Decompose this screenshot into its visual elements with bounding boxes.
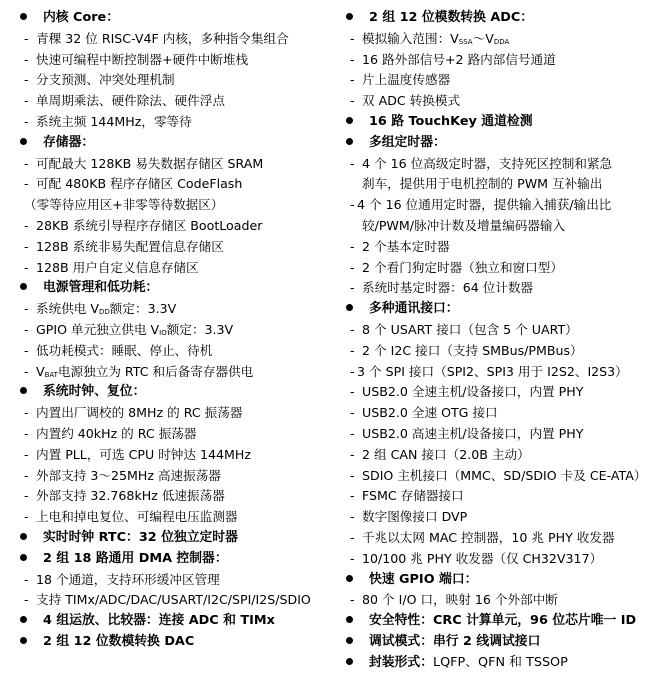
- heading-text: 电源管理和低功耗：: [43, 280, 159, 296]
- dash-marker: -: [24, 488, 29, 504]
- dash-marker: -: [350, 467, 355, 483]
- feature-item: [344, 70, 666, 91]
- feature-continuation: [344, 216, 666, 237]
- feature-heading: [18, 611, 340, 632]
- dash-marker: -: [24, 259, 29, 275]
- feature-text: 2 个 I2C 接口（支持 SMBus/PMBus）: [362, 342, 583, 358]
- feature-item: [344, 91, 666, 112]
- dash-marker: -: [24, 155, 29, 171]
- feature-item: [18, 216, 340, 237]
- feature-heading: [18, 382, 340, 403]
- feature-text: 18 个通道，支持环形缓冲区管理: [36, 571, 220, 587]
- feature-text: 2 组 CAN 接口（2.0B 主动）: [362, 446, 530, 462]
- feature-heading: [344, 653, 666, 674]
- feature-text: 内置约 40kHz 的 RC 振荡器: [36, 425, 197, 441]
- feature-item: [18, 258, 340, 279]
- feature-heading: [18, 133, 340, 154]
- feature-heading: [18, 278, 340, 299]
- feature-item: [344, 528, 666, 549]
- feature-item: [344, 590, 666, 611]
- heading-value: LQFP、QFN 和 TSSOP: [432, 654, 568, 670]
- heading-text: 封装形式：: [369, 654, 433, 670]
- feature-item: [344, 445, 666, 466]
- feature-item: [18, 486, 340, 507]
- feature-list-right: [344, 8, 666, 674]
- feature-text: 80 个 I/O 口，映射 16 个外部中断: [362, 592, 558, 608]
- feature-text: 青稞 32 位 RISC-V4F 内核，多种指令集组合: [36, 30, 289, 46]
- feature-text: 系统供电 V: [36, 301, 99, 317]
- feature-text: 可配 480KB 程序存储区 CodeFlash: [36, 176, 243, 192]
- dash-marker: -: [24, 446, 29, 462]
- dash-marker: -: [24, 321, 29, 337]
- feature-text: 128B 系统非易失配置信息存储区: [36, 238, 224, 254]
- dash-marker: -: [350, 384, 355, 400]
- dash-marker: -: [24, 113, 29, 129]
- dash-marker: -: [24, 93, 29, 109]
- feature-item: [344, 382, 666, 403]
- feature-text: 10/100 兆 PHY 收发器（仅 CH32V317）: [362, 550, 603, 566]
- feature-item: [344, 237, 666, 258]
- feature-item: [18, 50, 340, 71]
- dash-marker: -: [350, 259, 355, 275]
- feature-continuation: [18, 195, 340, 216]
- bullet-icon: [20, 637, 27, 644]
- feature-heading: [344, 133, 666, 154]
- feature-list-left: [18, 8, 340, 653]
- feature-heading: [344, 299, 666, 320]
- feature-item: [18, 299, 340, 320]
- bullet-icon: [20, 387, 27, 394]
- dash-marker: -: [24, 571, 29, 587]
- feature-item: [18, 424, 340, 445]
- feature-text: 系统主频 144MHz，零等待: [36, 113, 192, 129]
- feature-text: 3 个 SPI 接口（SPI2、SPI3 用于 I2S2、I2S3）: [357, 363, 628, 379]
- feature-text: USB2.0 高速主机/设备接口，内置 PHY: [362, 425, 584, 441]
- bullet-icon: [346, 13, 353, 20]
- bullet-icon: [20, 533, 27, 540]
- dash-marker: -: [24, 363, 29, 379]
- dash-marker: -: [350, 592, 355, 608]
- heading-text: 2 组 18 路通用 DMA 控制器：: [43, 550, 228, 566]
- bullet-icon: [346, 637, 353, 644]
- heading-text: 存储器：: [43, 134, 95, 150]
- subscript: DD: [99, 308, 110, 317]
- dash-marker: -: [24, 425, 29, 441]
- dash-marker: -: [350, 72, 355, 88]
- feature-item: [344, 29, 666, 50]
- feature-text: GPIO 单元独立供电 V: [36, 321, 160, 337]
- feature-text: 片上温度传感器: [362, 72, 451, 88]
- feature-text: 2 个看门狗定时器（独立和窗口型）: [362, 259, 563, 275]
- feature-heading: [18, 549, 340, 570]
- feature-text: 数字图像接口 DVP: [362, 509, 468, 525]
- feature-text-tail: 额定：3.3V: [109, 301, 177, 317]
- feature-item: [18, 154, 340, 175]
- feature-text: 千兆以太网 MAC 控制器，10 兆 PHY 收发器: [362, 529, 615, 545]
- dash-marker: -: [350, 488, 355, 504]
- dash-marker: -: [350, 51, 355, 67]
- feature-text: V: [36, 363, 45, 379]
- feature-text: 4 个 16 位高级定时器，支持死区控制和紧急: [362, 155, 613, 171]
- bullet-icon: [20, 283, 27, 290]
- feature-text-tail: 额定：3.3V: [166, 321, 234, 337]
- feature-text: 快速可编程中断控制器+硬件中断堆栈: [36, 51, 249, 67]
- dash-marker: -: [350, 446, 355, 462]
- dash-marker: -: [350, 342, 355, 358]
- feature-text: 双 ADC 转换模式: [362, 93, 461, 109]
- feature-text: 较/PWM/脉冲计数及增量编码器输入: [362, 217, 566, 233]
- feature-heading: [344, 112, 666, 133]
- feature-item: [18, 570, 340, 591]
- feature-text: 外部支持 32.768kHz 低速振荡器: [36, 488, 225, 504]
- dash-marker: -: [350, 363, 355, 379]
- dash-marker: -: [350, 93, 355, 109]
- feature-item: [344, 486, 666, 507]
- dash-marker: -: [24, 405, 29, 421]
- feature-item: [18, 174, 340, 195]
- heading-text: 多组定时器：: [369, 134, 446, 150]
- heading-text: 2 组 12 位模数转换 ADC：: [369, 10, 534, 25]
- feature-text: SDIO 主机接口（MMC、SD/SDIO 卡及 CE-ATA）: [362, 467, 647, 483]
- feature-item: [18, 29, 340, 50]
- dash-marker: -: [24, 342, 29, 358]
- subscript: IO: [159, 328, 167, 337]
- feature-item: [344, 341, 666, 362]
- heading-text: 4 组运放、比较器：连接 ADC 和 TIMx: [43, 613, 275, 629]
- dash-marker: -: [24, 467, 29, 483]
- feature-text: 分支预测、冲突处理机制: [36, 72, 175, 88]
- subscript: DDA: [493, 37, 510, 46]
- heading-text: 16 路 TouchKey 通道检测: [369, 113, 533, 129]
- feature-item: [344, 362, 666, 383]
- dash-marker: -: [350, 509, 355, 525]
- feature-item: [344, 50, 666, 71]
- dash-marker: -: [24, 176, 29, 192]
- heading-text: 多种通讯接口：: [369, 301, 459, 317]
- feature-item: [344, 424, 666, 445]
- dash-marker: -: [350, 238, 355, 254]
- dash-marker: -: [24, 72, 29, 88]
- feature-text: 上电和掉电复位、可编程电压监测器: [36, 509, 238, 525]
- feature-item: [344, 403, 666, 424]
- bullet-icon: [346, 658, 353, 665]
- bullet-icon: [20, 616, 27, 623]
- bullet-icon: [346, 117, 353, 124]
- feature-heading: [18, 632, 340, 653]
- feature-item: [344, 320, 666, 341]
- feature-continuation: [344, 174, 666, 195]
- bullet-icon: [20, 138, 27, 145]
- feature-text: 8 个 USART 接口（包含 5 个 UART）: [362, 321, 578, 337]
- heading-text: 系统时钟、复位：: [43, 384, 146, 400]
- bullet-icon: [346, 304, 353, 311]
- feature-text: USB2.0 全速 OTG 接口: [362, 405, 498, 421]
- heading-text: 安全特性：CRC 计算单元，96 位芯片唯一 ID: [369, 613, 637, 629]
- dash-marker: -: [350, 321, 355, 337]
- dash-marker: -: [350, 425, 355, 441]
- feature-text: 系统时基定时器：64 位计数器: [362, 280, 534, 296]
- dash-marker: -: [350, 529, 355, 545]
- feature-item: [344, 258, 666, 279]
- heading-text: 2 组 12 位数模转换 DAC: [43, 633, 195, 649]
- heading-text: 快速 GPIO 端口：: [369, 571, 478, 587]
- heading-text: 调试模式：串行 2 线调试接口: [369, 633, 541, 649]
- dash-marker: -: [24, 217, 29, 233]
- feature-item: [18, 466, 340, 487]
- feature-heading: [344, 611, 666, 632]
- feature-text: （零等待应用区+非零等待数据区）: [24, 197, 224, 213]
- dash-marker: -: [350, 405, 355, 421]
- feature-text: FSMC 存储器接口: [362, 488, 464, 504]
- feature-item: [344, 549, 666, 570]
- bullet-icon: [346, 138, 353, 145]
- feature-text: 4 个 16 位通用定时器，提供输入捕获/输出比: [357, 197, 612, 213]
- dash-marker: -: [24, 51, 29, 67]
- feature-item: [18, 403, 340, 424]
- feature-item: [18, 341, 340, 362]
- feature-item: [344, 466, 666, 487]
- feature-heading: [18, 528, 340, 549]
- heading-text: 内核 Core：: [43, 10, 120, 25]
- feature-text: 2 个基本定时器: [362, 238, 450, 254]
- feature-item: [344, 507, 666, 528]
- dash-marker: -: [24, 30, 29, 46]
- dash-marker: -: [350, 155, 355, 171]
- bullet-icon: [20, 13, 27, 20]
- feature-text: 128B 用户自定义信息存储区: [36, 259, 199, 275]
- heading-text: 实时时钟 RTC：32 位独立定时器: [43, 529, 238, 545]
- dash-marker: -: [350, 280, 355, 296]
- feature-text: 刹车，提供用于电机控制的 PWM 互补输出: [362, 176, 603, 192]
- feature-item: [18, 362, 340, 383]
- dash-marker: -: [24, 592, 29, 608]
- feature-heading: [344, 632, 666, 653]
- feature-text-tail: 电源独立为 RTC 和后备寄存器供电: [57, 363, 254, 379]
- feature-text: 内置出厂调校的 8MHz 的 RC 振荡器: [36, 405, 243, 421]
- feature-text: 外部支持 3～25MHz 高速振荡器: [36, 467, 221, 483]
- feature-text: USB2.0 全速主机/设备接口，内置 PHY: [362, 384, 584, 400]
- subscript: SSA: [458, 37, 473, 46]
- dash-marker: -: [24, 301, 29, 317]
- dash-marker: -: [24, 509, 29, 525]
- feature-text: 16 路外部信号+2 路内部信号通道: [362, 51, 556, 67]
- feature-item: [18, 320, 340, 341]
- feature-text-tail: ～V: [472, 30, 494, 46]
- feature-heading: [18, 8, 340, 29]
- feature-heading: [344, 570, 666, 591]
- dash-marker: -: [350, 197, 355, 213]
- feature-text: 单周期乘法、硬件除法、硬件浮点: [36, 93, 225, 109]
- feature-text: 可配最大 128KB 易失数据存储区 SRAM: [36, 155, 264, 171]
- feature-text: 支持 TIMx/ADC/DAC/USART/I2C/SPI/I2S/SDIO: [36, 592, 311, 608]
- feature-text: 低功耗模式：睡眠、停止、待机: [36, 342, 213, 358]
- dash-marker: -: [350, 30, 355, 46]
- subscript: BAT: [44, 370, 58, 379]
- feature-item: [344, 154, 666, 175]
- feature-item: [18, 445, 340, 466]
- bullet-icon: [346, 616, 353, 623]
- feature-text: 内置 PLL，可选 CPU 时钟达 144MHz: [36, 446, 251, 462]
- feature-item: [18, 112, 340, 133]
- bullet-icon: [346, 575, 353, 582]
- feature-text: 模拟输入范围：V: [362, 30, 459, 46]
- feature-item: [344, 278, 666, 299]
- feature-item: [18, 590, 340, 611]
- feature-item: [18, 237, 340, 258]
- dash-marker: -: [24, 238, 29, 254]
- feature-item: [18, 507, 340, 528]
- feature-text: 28KB 系统引导程序存储区 BootLoader: [36, 217, 263, 233]
- feature-item: [344, 195, 666, 216]
- bullet-icon: [20, 554, 27, 561]
- feature-item: [18, 70, 340, 91]
- dash-marker: -: [350, 550, 355, 566]
- feature-item: [18, 91, 340, 112]
- feature-heading: [344, 8, 666, 29]
